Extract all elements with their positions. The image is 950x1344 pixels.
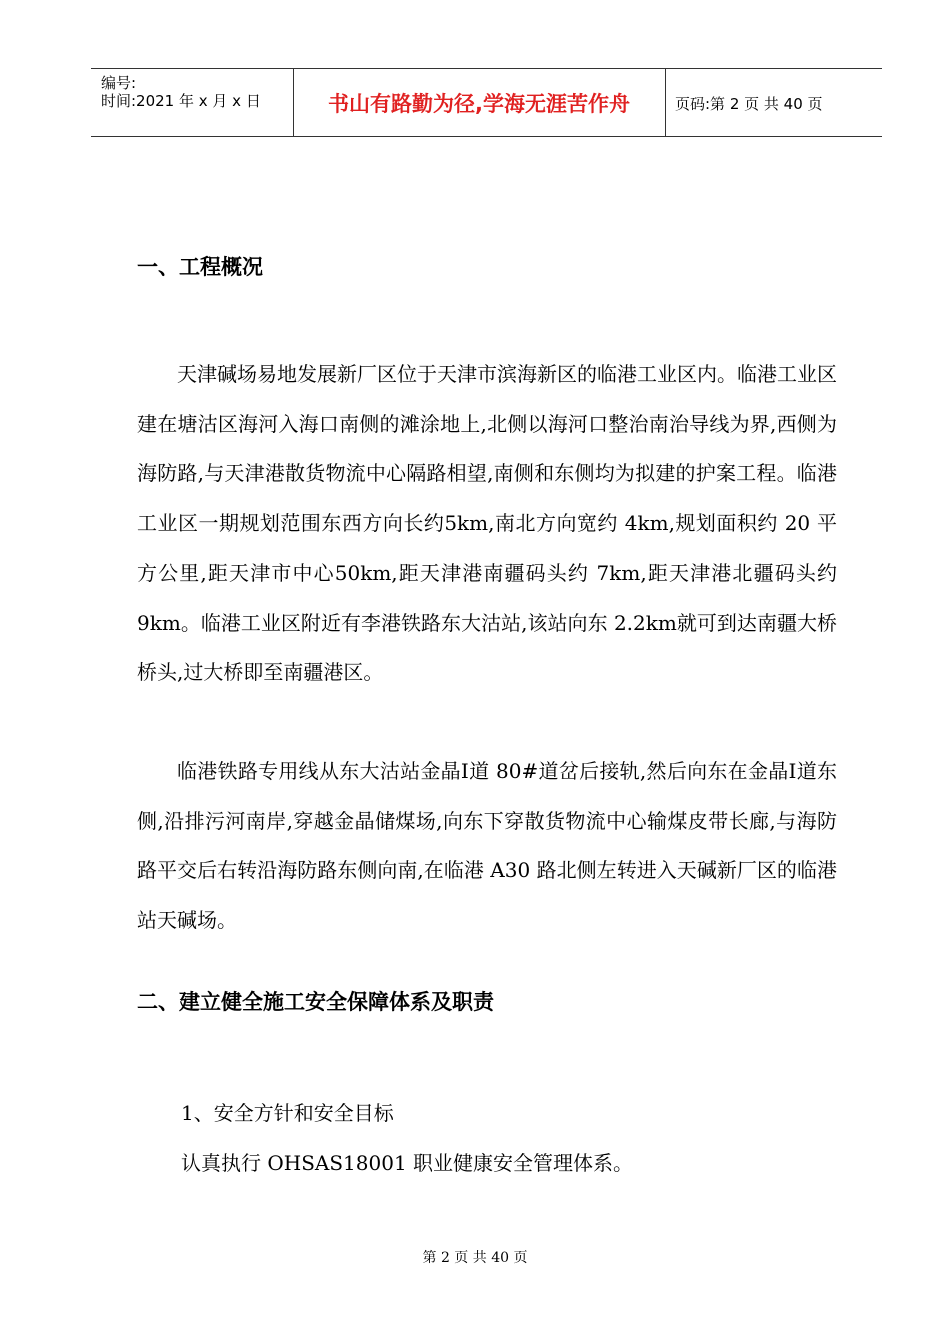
header-bottom-rule [91,136,882,137]
overview-paragraph-1: 天津碱场易地发展新厂区位于天津市滨海新区的临港工业区内。临港工业区建在塘沽区海河入海口南侧的滩涂地上,北侧以海河口整治南治导线为界,西侧为海防路,与天津港散货物流中心隔路相望,南侧和东侧均为拟建的护案工程。临港工业区一期规划范围东西方向长约5km,南北方向宽约 4km,规划面积约 20 平方公里,距天津市中心50km,距天津港南疆码头约 7km,距天津港北疆码头约 9km。临港工业区附近有李港铁路东大沽站,该站向东 2.2km就可到达南疆大桥桥头,过大桥即至南疆港区。 [137,362,837,685]
page-footer: 第 2 页 共 40 页 [422,1250,528,1266]
section-heading-safety-system: 二、建立健全施工安全保障体系及职责 [137,990,494,1014]
header-top-rule [91,68,882,69]
safety-system-line: 认真执行 OHSAS18001 职业健康安全管理体系。 [181,1151,634,1175]
header-motto: 书山有路勤为径,学海无涯苦作舟 [328,92,630,116]
header-time-label: 时间:2021 年 x 月 x 日 [101,92,261,110]
overview-paragraph-2: 临港铁路专用线从东大沽站金晶Ⅰ道 80#道岔后接轨,然后向东在金晶Ⅰ道东侧,沿排污河南岸,穿越金晶储煤场,向东下穿散货物流中心输煤皮带长廊,与海防路平交后右转沿海防路东侧向南,在临港 A30 路北侧左转进入天碱新厂区的临港站天碱场。 [137,759,837,933]
header-number-label: 编号: [101,74,137,92]
subheading-safety-policy: 1、安全方针和安全目标 [181,1101,394,1125]
header-divider-right [665,68,666,136]
header-page-info: 页码:第 2 页 共 40 页 [675,95,823,113]
section-heading-overview: 一、工程概况 [137,255,263,279]
